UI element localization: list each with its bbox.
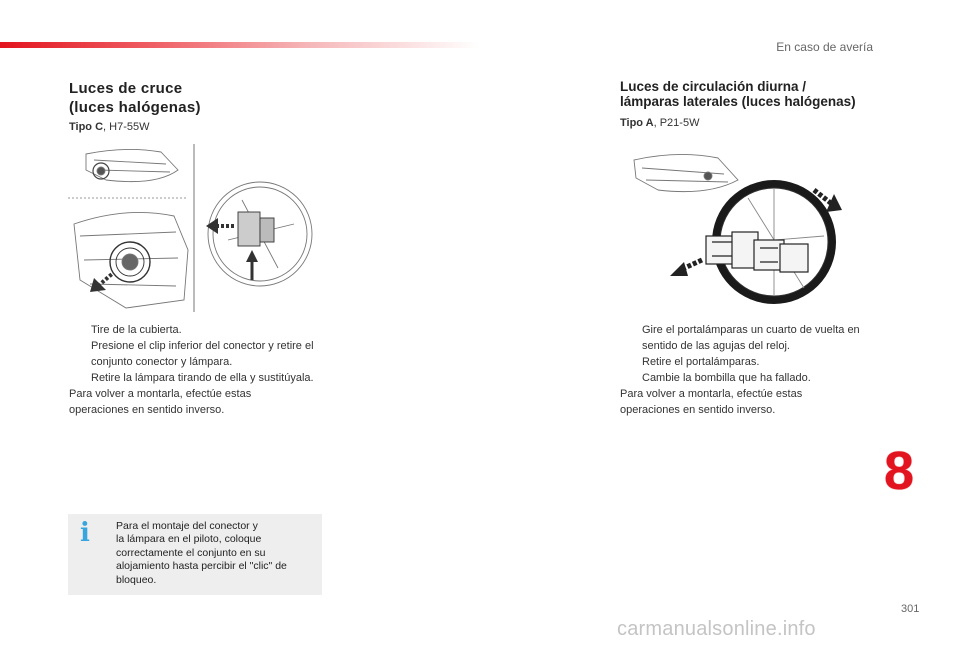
closing-line: operaciones en sentido inverso.	[620, 404, 776, 416]
right-bulb-type	[620, 117, 699, 129]
bullet-marker	[69, 338, 91, 370]
left-type-value: , H7-55W	[103, 121, 150, 133]
info-note	[68, 514, 322, 595]
low-beam-illustration	[66, 140, 316, 316]
closing-line: Para volver a montarla, efectúe estas	[69, 388, 252, 400]
step-text: Gire el portalámparas un cuarto de vuelta en sentido de las agujas del reloj.	[642, 324, 860, 352]
list-item	[620, 370, 882, 386]
list-item	[69, 322, 334, 338]
step-text: Tire de la cubierta.	[91, 324, 182, 336]
left-heading	[69, 79, 201, 117]
bullet-marker	[620, 370, 642, 386]
bullet-marker	[620, 322, 642, 354]
right-type-label: Tipo A	[620, 117, 654, 129]
left-instructions	[69, 322, 334, 418]
left-heading-line2: (luces halógenas)	[69, 99, 201, 116]
closing-line: Para volver a montarla, efectúe estas	[620, 388, 803, 400]
closing-line: operaciones en sentido inverso.	[69, 404, 225, 416]
left-bulb-type	[69, 121, 149, 133]
chapter-number: 8	[884, 441, 915, 501]
info-line: la lámpara en el piloto, coloque	[116, 533, 262, 546]
right-heading	[620, 79, 856, 109]
right-type-value: , P21-5W	[653, 117, 700, 129]
left-heading-line1: Luces de cruce	[69, 80, 183, 97]
watermark: carmanualsonline.info	[617, 618, 816, 640]
section-title: En caso de avería	[776, 40, 873, 54]
info-icon: i	[80, 518, 90, 548]
step-text: Cambie la bombilla que ha fallado.	[642, 372, 811, 384]
list-item	[69, 338, 334, 370]
info-line: alojamiento hasta percibir el "clic" de	[116, 560, 287, 573]
info-line: correctamente el conjunto en su	[116, 546, 266, 559]
list-item	[620, 354, 882, 370]
page-number: 301	[901, 603, 920, 615]
info-line: bloqueo.	[116, 573, 157, 586]
step-text: Retire el portalámparas.	[642, 356, 760, 368]
right-heading-line1: Luces de circulación diurna /	[620, 79, 807, 94]
top-accent-bar	[0, 42, 480, 48]
info-text	[116, 520, 316, 587]
bullet-marker	[620, 354, 642, 370]
left-type-label: Tipo C	[69, 121, 104, 133]
right-heading-line2: lámparas laterales (luces halógenas)	[620, 94, 856, 109]
right-instructions	[620, 322, 882, 418]
info-line: Para el montaje del conector y	[116, 520, 258, 532]
list-item	[620, 322, 882, 354]
daytime-running-light-illustration	[628, 152, 854, 312]
step-text: Retire la lámpara tirando de ella y sustitúyala.	[91, 372, 314, 384]
bullet-marker	[69, 322, 91, 338]
list-item	[69, 370, 334, 386]
bullet-marker	[69, 370, 91, 386]
step-text: Presione el clip inferior del conector y retire el conjunto conector y lámpara.	[91, 340, 314, 368]
